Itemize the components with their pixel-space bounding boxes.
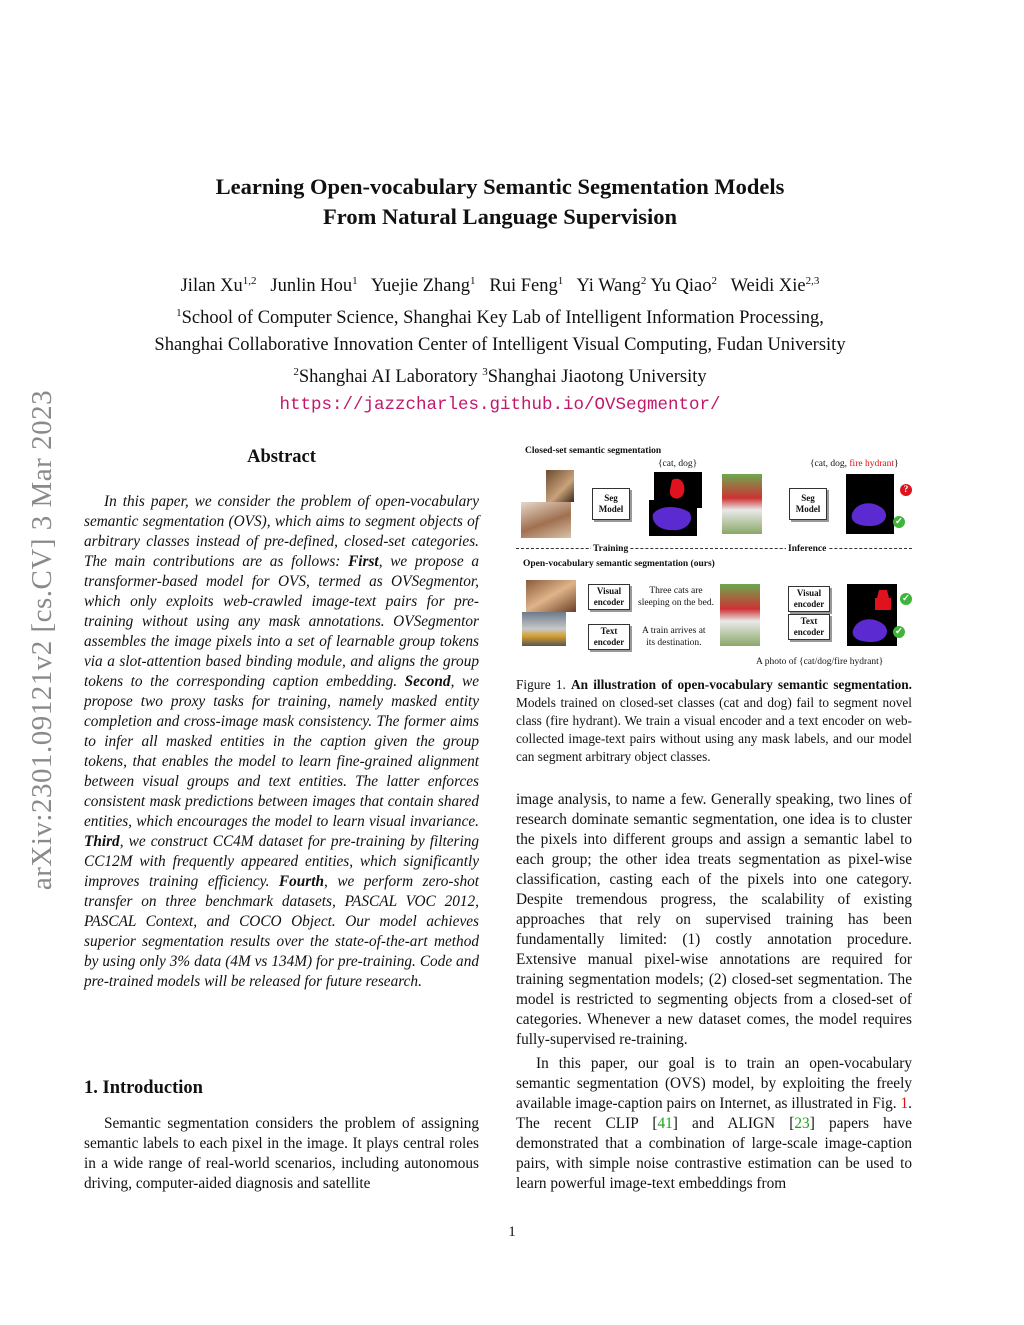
- photo-prompt: A photo of {cat/dog/fire hydrant}: [756, 657, 884, 667]
- abstract-body: [84, 492, 479, 992]
- class-text: }: [893, 459, 899, 469]
- abstract-keyword: Fourth: [278, 873, 324, 890]
- right-column-body: [516, 790, 912, 1194]
- dog-mask-icon: [846, 474, 894, 534]
- abstract-keyword: Third: [84, 833, 120, 850]
- caption-prefix: Figure 1.: [516, 677, 572, 692]
- figure-reference-link[interactable]: 1: [900, 1095, 909, 1112]
- caption-text: Models trained on closed-set classes (cat and dog) fail to segment novel class (fire hydrant). We train a visual encoder and a text encoder on web-collected image-text pairs without using any mask labels, and our model can segment arbitrary object classes.: [516, 695, 912, 764]
- inference-label: Inference: [788, 544, 827, 554]
- caption-train: A train arrives at its destination.: [642, 626, 706, 648]
- author-affiliation: 2,3: [805, 275, 820, 287]
- hydrant-dog-mask-icon: [847, 584, 897, 646]
- paper-title: [150, 172, 850, 232]
- author: Yuejie Zhang: [370, 276, 470, 297]
- affiliation-1: [110, 300, 890, 332]
- body-paragraph: [516, 1054, 912, 1194]
- abstract-text: , we propose a transformer-based model for OVS, termed as OVSegmentor, which only exploits web-crawled image-text pairs for pre-training without using any mask annotations. OVSegmentor assembles the image pixels into a set of learnable group tokens via a slot-attention based binding module, and aligns the group tokens to the corresponding caption embedding.: [84, 553, 479, 690]
- introduction-body: [84, 1114, 479, 1194]
- abstract-text: In this paper, we consider the problem of open-vocabulary semantic segmentation (OVS), which aims to segment objects of arbitrary classes instead of pre-defined, closed-set categories. The main contributions are as follows:: [84, 493, 479, 570]
- affiliation-text: School of Computer Science, Shanghai Key Lab of Intelligent Information Processing,: [181, 308, 824, 329]
- intro-paragraph: Semantic segmentation considers the problem of assigning semantic labels to each pixel in the image. It plays central roles in a wide range of real-world scenarios, including autonomous driving, computer-aided diagnosis and satellite: [84, 1115, 479, 1192]
- seg-model-box: Seg Model: [592, 488, 630, 520]
- author-list: [110, 268, 890, 300]
- page-number: 1: [508, 1224, 516, 1240]
- project-url-link[interactable]: https://jazzcharles.github.io/OVSegmentor/: [279, 395, 721, 416]
- section-heading-introduction: 1. Introduction: [84, 1078, 203, 1098]
- author-affiliation: 1,2: [242, 275, 257, 287]
- class-text: {cat, dog,: [810, 459, 850, 469]
- training-label: Training: [593, 544, 629, 554]
- novel-class-text: fire hydrant: [849, 459, 894, 469]
- open-mask-output: [847, 584, 897, 646]
- figure-1: [516, 440, 916, 672]
- cat-photo: [546, 470, 574, 502]
- closed-set-title: Closed-set semantic segmentation: [525, 446, 662, 456]
- caption-cats: Three cats are sleeping on the bed.: [638, 586, 714, 608]
- text-encoder-box-inference: Text encoder: [788, 614, 830, 640]
- abstract-keyword: Second: [404, 673, 451, 690]
- check-icon: ✓: [893, 516, 905, 528]
- body-text: ] papers have demonstrated that a combination of large-scale image-caption pairs, with simple noise contrastive estimation can be used to learn powerful image-text embeddings from: [516, 1115, 912, 1192]
- affiliation-text: Shanghai AI Laboratory: [298, 367, 483, 388]
- closed-set-classes: {cat, dog}: [658, 459, 698, 469]
- affiliation-number: 1: [176, 307, 182, 320]
- visual-encoder-box-inference: Visual encoder: [788, 586, 830, 612]
- citation-link[interactable]: 41: [657, 1115, 673, 1132]
- cats-mask-output: [649, 500, 697, 536]
- question-icon: ?: [900, 484, 912, 496]
- inference-mask-output: [846, 474, 894, 534]
- author: Yu Qiao: [650, 276, 712, 297]
- cats-photo: [521, 502, 571, 538]
- check-icon: ✓: [900, 593, 912, 605]
- author-block: [110, 268, 890, 419]
- author-affiliation: 1: [557, 275, 564, 287]
- arxiv-stamp: arXiv:2301.09121v2 [cs.CV] 3 Mar 2023: [26, 389, 58, 891]
- title-line-2: From Natural Language Supervision: [323, 204, 677, 229]
- author: Weidi Xie: [730, 276, 806, 297]
- fire-hydrant-photo: [722, 474, 762, 534]
- affiliation-number: 2: [293, 366, 299, 379]
- affiliation-number: 3: [482, 366, 488, 379]
- open-vocab-title: Open-vocabulary semantic segmentation (ours): [523, 559, 715, 569]
- abstract-text: , we construct CC4M dataset for pre-training by filtering CC12M with frequently appeared entities, which significantly improves training efficiency.: [84, 833, 479, 890]
- author: Jilan Xu: [180, 276, 243, 297]
- seg-model-box-inference: Seg Model: [789, 488, 827, 520]
- abstract-text: , we propose two proxy tasks for training, namely masked entity completion and cross-image mask consistency. The former aims to infer all masked entities in the caption given the group tokens, that enables the model to learn fine-grained alignment between visual groups and text entities. The latter enforces consistent mask predictions between images that contain shared entities, which encourages the model to learn visual invariance.: [84, 673, 479, 830]
- author: Junlin Hou: [270, 276, 353, 297]
- abstract-keyword: First: [348, 553, 379, 570]
- stage-divider: [516, 548, 912, 549]
- body-text: In this paper, our goal is to train an open-vocabulary semantic segmentation (OVS) model, by exploiting the freely available image-caption pairs on Internet, as illustrated in Fig.: [516, 1055, 912, 1112]
- cats-mask-icon: [649, 500, 697, 536]
- visual-encoder-box: Visual encoder: [588, 584, 630, 610]
- fire-hydrant-photo-open: [720, 584, 760, 646]
- author-affiliation: 2: [711, 275, 718, 287]
- author-affiliation: 2: [640, 275, 647, 287]
- author-affiliation: 1: [470, 275, 476, 287]
- affiliation-2-3: [110, 359, 890, 391]
- author: Yi Wang: [576, 276, 641, 297]
- caption-title: An illustration of open-vocabulary semantic segmentation.: [571, 677, 912, 692]
- author-affiliation: 1: [352, 275, 358, 287]
- body-text: ] and ALIGN [: [672, 1115, 795, 1132]
- affiliation-text: Shanghai Jiaotong University: [487, 367, 707, 388]
- abstract-heading: Abstract: [247, 447, 316, 467]
- three-cats-photo: [526, 580, 576, 612]
- text-encoder-box: Text encoder: [588, 624, 630, 650]
- train-photo: [522, 612, 566, 646]
- citation-link[interactable]: 23: [794, 1115, 810, 1132]
- check-icon: ✓: [893, 626, 905, 638]
- inference-classes: [810, 459, 899, 469]
- body-text: . The recent CLIP [: [516, 1095, 912, 1132]
- title-line-1: Learning Open-vocabulary Semantic Segmentation Models: [215, 174, 785, 199]
- abstract-text: , we perform zero-shot transfer on three benchmark datasets, PASCAL VOC 2012, PASCAL Context, and COCO Object. Our model achieves superior segmentation results over the state-of-the-art method by using only 3% data (4M vs 134M) for pre-training. Code and pre-trained models will be released for future research.: [84, 873, 480, 990]
- affiliation-1-cont: Shanghai Collaborative Innovation Center of Intelligent Visual Computing, Fudan University: [154, 335, 846, 356]
- figure-1-caption: [516, 676, 912, 766]
- abstract-paragraph: [84, 492, 479, 992]
- author: Rui Feng: [489, 276, 558, 297]
- body-paragraph: image analysis, to name a few. Generally speaking, two lines of research dominate semantic segmentation, one idea is to cluster the pixels into different groups and assign a semantic label to each group; the other idea treats segmentation as pixel-wise classification, casting each of the pixels into one category. Despite tremendous progress, the scalability of existing approaches that rely on supervised training has been fundamentally limited: (1) costly annotation procedure. Extensive manual pixel-wise annotations are required for training segmentation models; (2) closed-set segmentation. The model is restricted to segmenting objects from a closed-set of categories. Whenever a new dataset comes, the model requires fully-supervised re-training.: [516, 791, 912, 1048]
